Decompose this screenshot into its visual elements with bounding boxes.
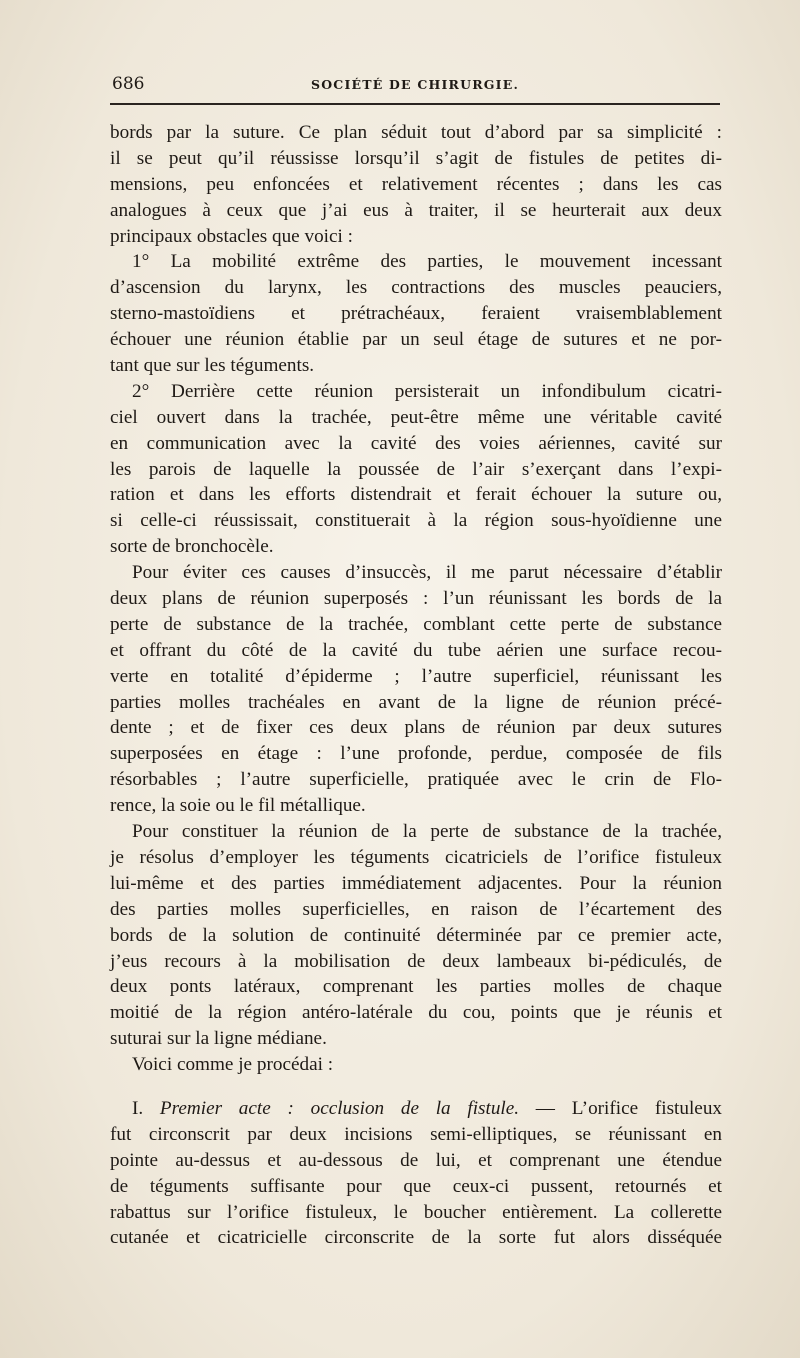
text-line: superposées en étage : l’une profonde, perdue, composée de fils xyxy=(110,743,722,765)
paragraph xyxy=(110,819,722,1052)
text-line: rence, la soie ou le fil métallique. xyxy=(110,795,366,817)
text-line: sterno-mastoïdiens et prétrachéaux, feraient vraisemblablement xyxy=(110,303,722,325)
running-title: SOCIÉTÉ DE CHIRURGIE. xyxy=(310,77,520,92)
text-line: tant que sur les téguments. xyxy=(110,355,315,377)
section-first-act xyxy=(110,1096,722,1251)
section-heading-line xyxy=(110,1096,722,1122)
text-line: 2° Derrière cette réunion persisterait un infondibulum cicatri- xyxy=(132,380,722,402)
text-line: des parties molles superficielles, en raison de l’écartement des xyxy=(110,898,722,920)
text-line: lui-même et des parties immédiatement adjacentes. Pour la réunion xyxy=(110,872,722,894)
paragraph xyxy=(110,1052,722,1078)
text-line: Voici comme je procédai : xyxy=(132,1054,334,1076)
text-line: principaux obstacles que voici : xyxy=(110,225,353,247)
text-line: Pour constituer la réunion de la perte de substance de la trachée, xyxy=(132,821,722,843)
text-line: je résolus d’employer les téguments cicatriciels de l’orifice fistuleux xyxy=(110,846,722,868)
text-line: perte de substance de la trachée, comblant cette perte de substance xyxy=(110,613,722,635)
text-line: et offrant du côté de la cavité du tube aérien une surface recou- xyxy=(110,639,722,661)
header-rule xyxy=(110,103,720,105)
text-line: parties molles trachéales en avant de la ligne de réunion précé- xyxy=(110,691,722,713)
paragraph xyxy=(110,379,722,560)
text-line: échouer une réunion établie par un seul étage de sutures et ne por- xyxy=(110,329,722,351)
text-line: moitié de la région antéro-latérale du cou, points que je réunis et xyxy=(110,1002,722,1024)
text-line: verte en totalité d’épiderme ; l’autre superficiel, réunissant les xyxy=(110,665,722,687)
text-line: d’ascension du larynx, les contractions des muscles peauciers, xyxy=(110,277,722,299)
text-line: ciel ouvert dans la trachée, peut-être même une véritable cavité xyxy=(110,406,722,428)
text-line: analogues à ceux que j’ai eus à traiter, il se heurterait aux deux xyxy=(110,199,722,221)
section-heading-rest: — L’orifice fistuleux xyxy=(519,1097,723,1119)
text-line: rabattus sur l’orifice fistuleux, le boucher entièrement. La collerette xyxy=(110,1201,722,1223)
text-line: j’eus recours à la mobilisation de deux lambeaux bi-pédiculés, de xyxy=(110,950,722,972)
text-line: bords par la suture. Ce plan séduit tout d’abord par sa simplicité : xyxy=(110,122,722,143)
text-line: si celle-ci réussissait, constituerait à la région sous-hyoïdienne une xyxy=(110,510,722,532)
body-text xyxy=(110,120,722,1251)
text-line: deux plans de réunion superposés : l’un réunissant les bords de la xyxy=(110,588,722,610)
section-number: I. xyxy=(132,1097,144,1119)
text-line: suturai sur la ligne médiane. xyxy=(110,1028,327,1050)
paragraph xyxy=(110,249,722,378)
section-title: Premier acte : occlusion de la fistule. xyxy=(159,1097,520,1119)
text-line: fut circonscrit par deux incisions semi-elliptiques, se réunissant en xyxy=(110,1123,722,1145)
text-line: en communication avec la cavité des voies aériennes, cavité sur xyxy=(110,432,722,454)
page-number: 686 xyxy=(112,74,145,94)
text-line: pointe au-dessus et au-dessous de lui, et comprenant une étendue xyxy=(110,1149,722,1171)
text-line: 1° La mobilité extrême des parties, le mouvement incessant xyxy=(132,251,722,273)
text-line: mensions, peu enfoncées et relativement récentes ; dans les cas xyxy=(110,173,722,195)
text-line: les parois de laquelle la poussée de l’air s’exerçant dans l’expi- xyxy=(110,458,722,480)
text-line: bords de la solution de continuité déterminée par ce premier acte, xyxy=(110,924,722,946)
text-line: deux ponts latéraux, comprenant les parties molles de chaque xyxy=(110,976,722,998)
text-line: de téguments suffisante pour que ceux-ci pussent, retournés et xyxy=(110,1175,722,1197)
text-line: résorbables ; l’autre superficielle, pratiquée avec le crin de Flo- xyxy=(110,769,722,791)
page-header xyxy=(110,70,720,100)
text-line: sorte de bronchocèle. xyxy=(110,536,274,558)
paragraph xyxy=(110,560,722,819)
text-line: il se peut qu’il réussisse lorsqu’il s’agit de fistules de petites di- xyxy=(110,147,722,169)
paragraph xyxy=(110,120,722,249)
text-line: cutanée et cicatricielle circonscrite de la sorte fut alors disséquée xyxy=(110,1227,722,1249)
text-line: dente ; et de fixer ces deux plans de réunion par deux sutures xyxy=(110,717,722,739)
text-line: ration et dans les efforts distendrait et ferait échouer la suture ou, xyxy=(110,484,722,506)
text-line: Pour éviter ces causes d’insuccès, il me parut nécessaire d’établir xyxy=(132,562,722,584)
